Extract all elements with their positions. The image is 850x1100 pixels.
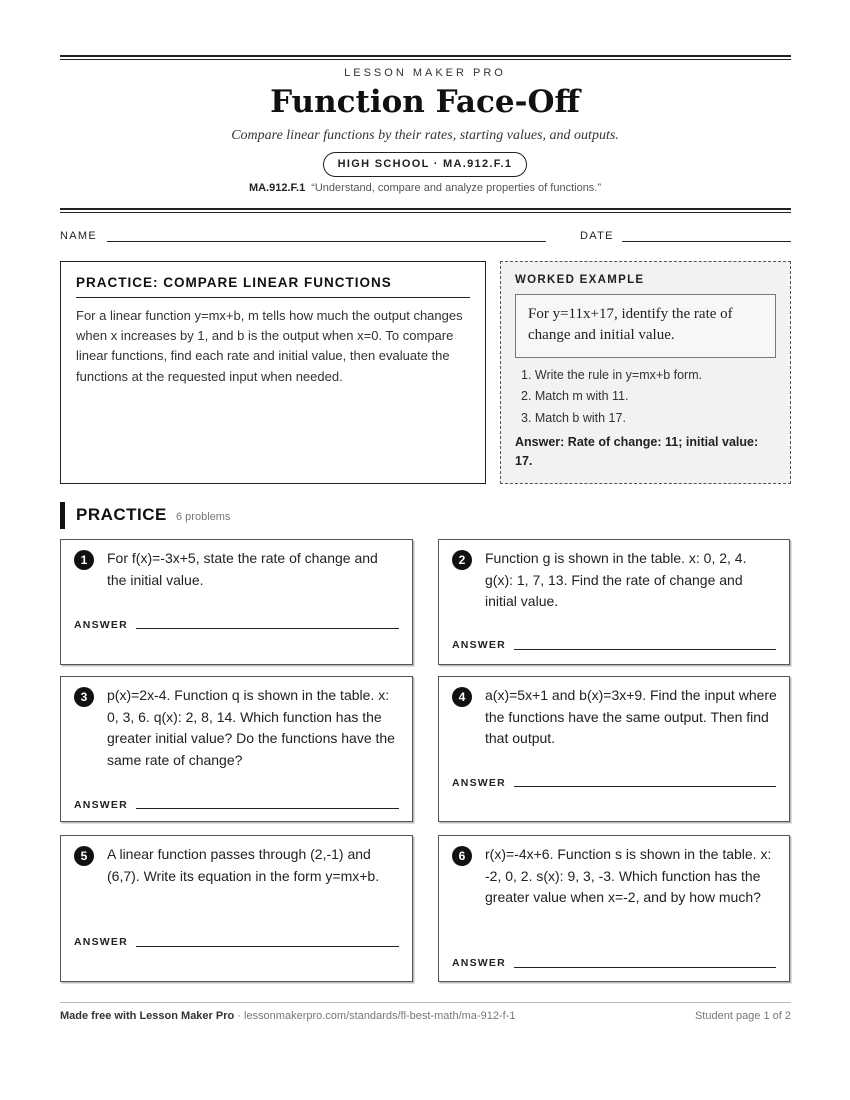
intro-panel (60, 261, 486, 484)
problem-text: For f(x)=-3x+5, state the rate of change and the initial value. (107, 550, 378, 588)
problem-card-5 (60, 835, 413, 982)
problem-card-2 (438, 539, 790, 665)
footer-url[interactable]: · lessonmakerpro.com/standards/fl-best-math/ma-912-f-1 (234, 1010, 516, 1022)
answer-label: ANSWER (74, 799, 128, 811)
problem-number: 6 (452, 846, 472, 866)
answer-label: ANSWER (74, 619, 128, 631)
footer-credit (60, 1010, 515, 1022)
problem-card-1 (60, 539, 413, 665)
intro-title: PRACTICE: COMPARE LINEAR FUNCTIONS (76, 275, 470, 298)
problem-number: 2 (452, 550, 472, 570)
problem-number: 5 (74, 846, 94, 866)
name-label: NAME (60, 230, 97, 242)
problem-number: 4 (452, 687, 472, 707)
problem-text: a(x)=5x+1 and b(x)=3x+9. Find the input where the functions have the same output. Then find that output. (485, 687, 777, 746)
worked-example-title: WORKED EXAMPLE (515, 274, 645, 286)
answer-label: ANSWER (452, 777, 506, 789)
answer-label: ANSWER (452, 639, 506, 651)
worked-step: 1. Write the rule in y=mx+b form. (521, 368, 703, 382)
answer-field[interactable] (514, 967, 776, 968)
answer-label: ANSWER (452, 957, 506, 969)
standard-code: MA.912.F.1 (248, 182, 306, 194)
answer-field[interactable] (136, 808, 399, 809)
standard-description: “Understand, compare and analyze properties of functions.” (311, 182, 602, 194)
problem-card-6 (438, 835, 790, 982)
date-label: DATE (580, 230, 614, 242)
problem-text: Function g is shown in the table. x: 0, 2, 4. g(x): 1, 7, 13. Find the rate of change and initial value. (485, 550, 747, 609)
problem-card-4 (438, 676, 790, 822)
answer-label: ANSWER (74, 936, 128, 948)
header-bottom-rule (60, 208, 791, 213)
answer-field[interactable] (136, 628, 399, 629)
page-title: Function Face-Off (270, 84, 580, 120)
worked-example-panel (500, 261, 791, 484)
worked-step: 2. Match m with 11. (521, 389, 629, 404)
page-indicator: Student page 1 of 2 (694, 1010, 791, 1022)
worked-example-steps (515, 365, 776, 429)
problem-number: 1 (74, 550, 94, 570)
problem-text: r(x)=-4x+6. Function s is shown in the table. x: -2, 0, 2. s(x): 9, 3, -3. Which function has the greater value when x=-2, and by how much? (485, 846, 772, 905)
brand-name: LESSON MAKER PRO (344, 67, 506, 79)
header-top-rule (60, 55, 791, 60)
worked-example-prompt: For y=11x+17, identify the rate of change and initial value. (515, 294, 776, 358)
page-subtitle: Compare linear functions by their rates, starting values, and outputs. (231, 128, 619, 143)
footer-made-with: Made free with Lesson Maker Pro (60, 1010, 235, 1022)
problem-count: 6 problems (176, 511, 231, 523)
section-title: PRACTICE (76, 505, 167, 524)
footer-divider (60, 1002, 791, 1003)
intro-text: For a linear function y=mx+b, m tells how much the output changes when x increases by 1, and b is the output when x=0. To compare linear functions, find each rate and initial value, then evaluate the functions at the requested input when needed. (76, 308, 463, 384)
worked-step: 3. Match b with 17. (521, 410, 626, 425)
problem-text: p(x)=2x-4. Function q is shown in the table. x: 0, 3, 6. q(x): 2, 8, 14. Which function has the greater initial value? Do the functions have the same rate of change? (107, 687, 395, 768)
answer-field[interactable] (514, 786, 776, 787)
worked-example-answer: Answer: Rate of change: 11; initial value: 17. (515, 434, 759, 468)
section-accent-bar (60, 502, 65, 529)
name-field[interactable] (107, 241, 546, 242)
date-field[interactable] (622, 241, 791, 242)
problem-card-3 (60, 676, 413, 822)
problem-number: 3 (74, 687, 94, 707)
standard-line (0, 182, 850, 194)
answer-field[interactable] (514, 649, 776, 650)
problem-text: A linear function passes through (2,-1) and (6,7). Write its equation in the form y=mx+b. (107, 846, 380, 884)
answer-field[interactable] (136, 946, 399, 947)
grade-standard-badge: HIGH SCHOOL · MA.912.F.1 (323, 152, 528, 177)
